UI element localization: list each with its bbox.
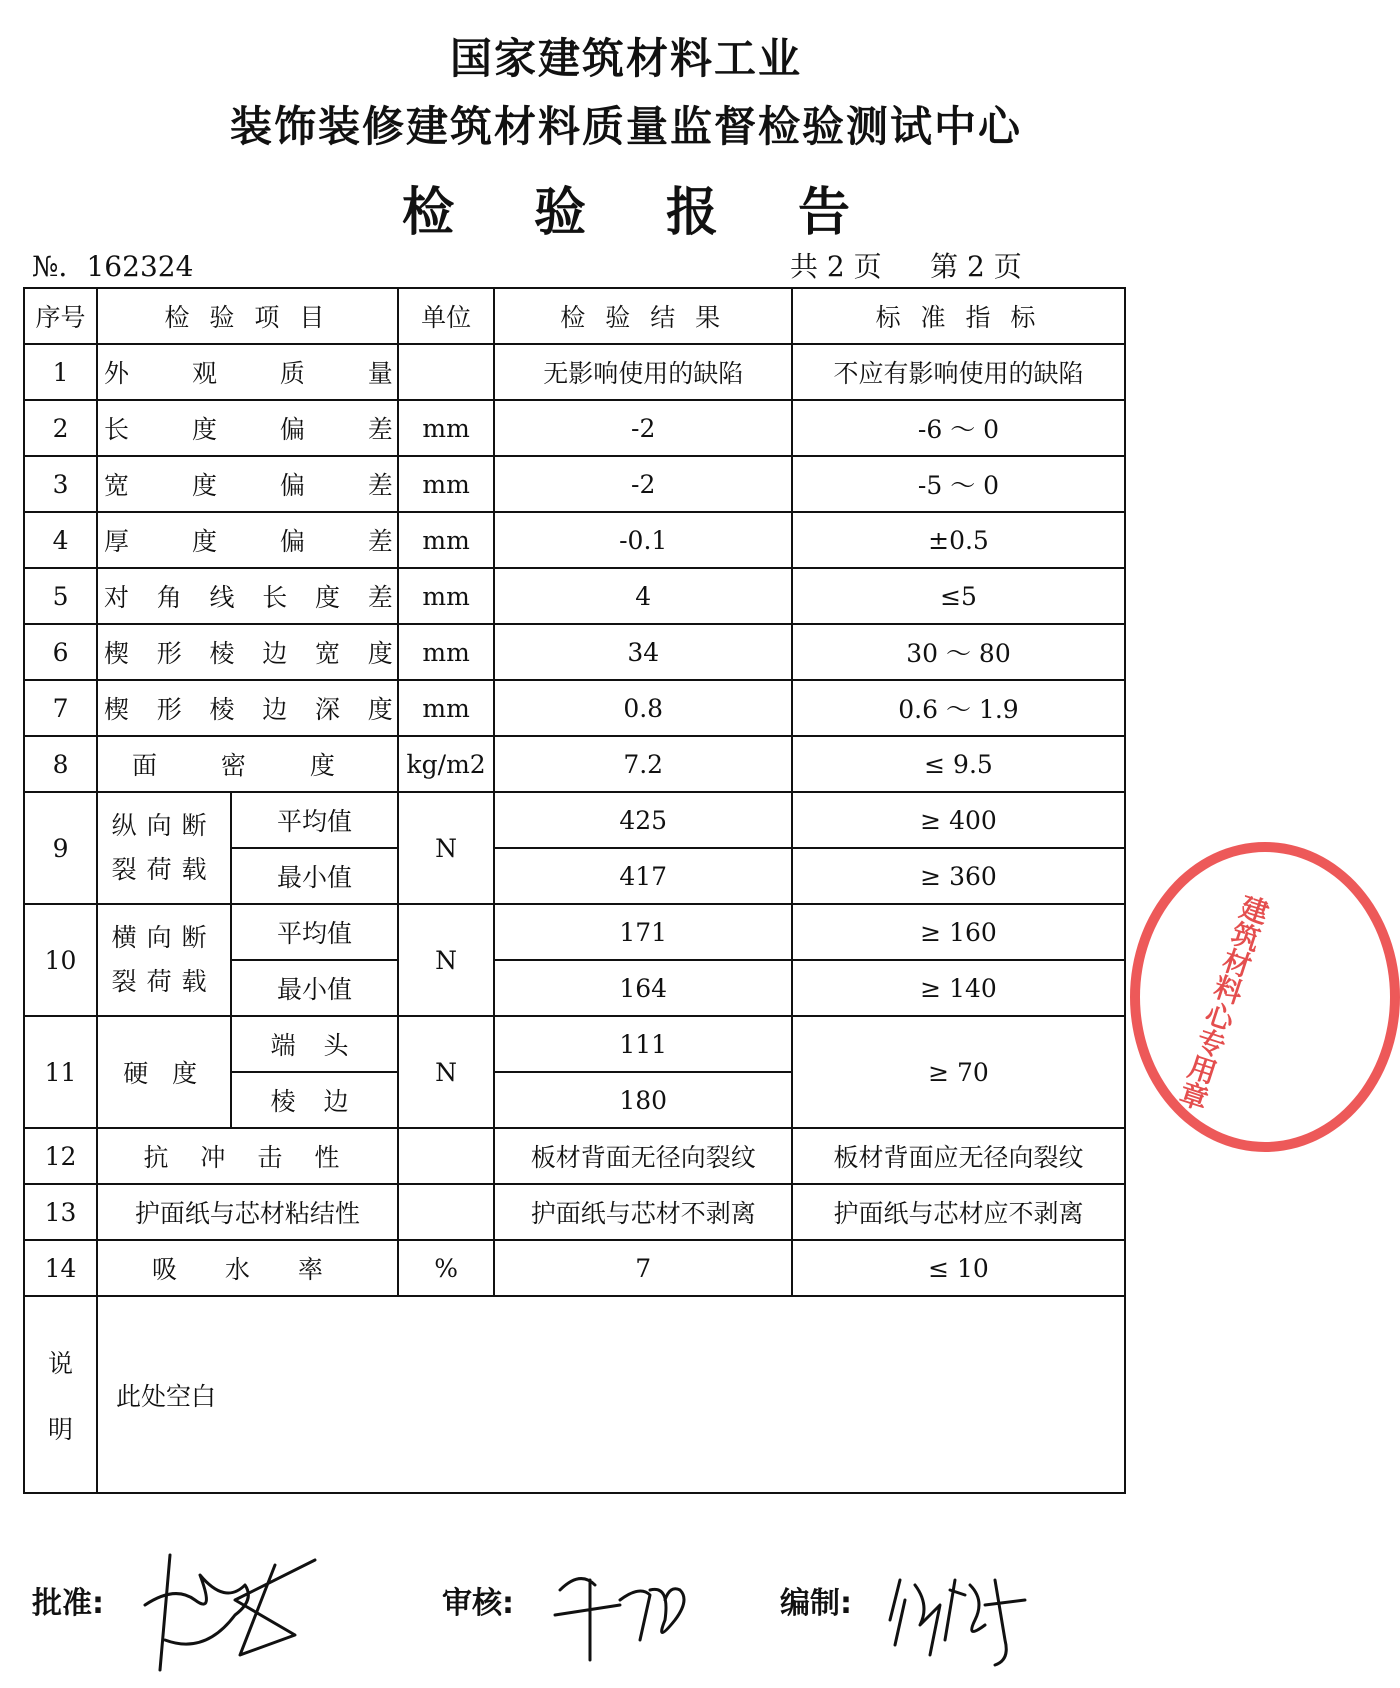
table-row [24, 1128, 1125, 1184]
row-standard: ≥ 160 [792, 904, 1125, 960]
row-item [97, 792, 231, 904]
table-row [24, 624, 1125, 680]
note-text: 此处空白 [97, 1296, 1125, 1493]
table-row [24, 1184, 1125, 1240]
row-no: 2 [24, 400, 97, 456]
row-standard: ≤ 9.5 [792, 736, 1125, 792]
row-item: 硬 度 [97, 1016, 231, 1128]
row-no: 8 [24, 736, 97, 792]
table-row [24, 344, 1125, 400]
table-header-row [24, 288, 1125, 344]
row-result: 7 [494, 1240, 792, 1296]
row-unit: mm [398, 400, 495, 456]
row-no: 3 [24, 456, 97, 512]
table-row [24, 1240, 1125, 1296]
row-result: 111 [494, 1016, 792, 1072]
row-item: 宽度偏差 [97, 456, 398, 512]
row-no: 4 [24, 512, 97, 568]
row-unit: N [398, 904, 495, 1016]
row-result: 425 [494, 792, 792, 848]
row-no: 9 [24, 792, 97, 904]
row-unit: % [398, 1240, 495, 1296]
row-standard: -5 ～ 0 [792, 456, 1125, 512]
note-label-1: 说 [48, 1348, 74, 1378]
inspection-table [23, 287, 1126, 1494]
approve-label: 批准: [32, 1586, 104, 1621]
table-row [24, 456, 1125, 512]
row-subitem: 最小值 [231, 848, 397, 904]
row-subitem: 棱 边 [231, 1072, 397, 1128]
row-item-line: 横向断 [111, 923, 217, 952]
row-item: 外观质量 [97, 344, 398, 400]
table-row [24, 1016, 1125, 1072]
row-standard: 30 ～ 80 [792, 624, 1125, 680]
row-subitem: 最小值 [231, 960, 397, 1016]
table-row [24, 568, 1125, 624]
row-unit: mm [398, 456, 495, 512]
row-subitem: 平均值 [231, 792, 397, 848]
row-standard: ≥ 360 [792, 848, 1125, 904]
row-item: 护面纸与芯材粘结性 [97, 1184, 398, 1240]
approve-signature [125, 1545, 320, 1675]
row-unit [398, 1184, 495, 1240]
row-standard: 板材背面应无径向裂纹 [792, 1128, 1125, 1184]
note-row [24, 1296, 1125, 1493]
row-item: 长度偏差 [97, 400, 398, 456]
page-indicator [790, 245, 1026, 285]
row-standard: ≥ 70 [792, 1016, 1125, 1128]
header-no: 序号 [24, 288, 97, 344]
row-result: 0.8 [494, 680, 792, 736]
row-result: 180 [494, 1072, 792, 1128]
row-no: 1 [24, 344, 97, 400]
row-result: -2 [494, 456, 792, 512]
table-row [24, 736, 1125, 792]
row-unit [398, 344, 495, 400]
row-result: 无影响使用的缺陷 [494, 344, 792, 400]
report-serial: №．162324 [32, 250, 194, 283]
row-standard: ≥ 140 [792, 960, 1125, 1016]
row-standard: ≤ 10 [792, 1240, 1125, 1296]
row-standard: ±0.5 [792, 512, 1125, 568]
row-unit [398, 1128, 495, 1184]
compile-signature [885, 1560, 1035, 1670]
header-item: 检 验 项 目 [97, 288, 398, 344]
compile-label: 编制: [780, 1586, 852, 1621]
row-standard: 0.6 ～ 1.9 [792, 680, 1125, 736]
row-item-line: 裂荷载 [111, 855, 217, 884]
row-no: 12 [24, 1128, 97, 1184]
row-item-line: 裂荷载 [111, 967, 217, 996]
row-result: 164 [494, 960, 792, 1016]
row-item [97, 904, 231, 1016]
row-no: 10 [24, 904, 97, 1016]
row-standard: ≤5 [792, 568, 1125, 624]
row-unit: N [398, 1016, 495, 1128]
row-result: 7.2 [494, 736, 792, 792]
table-row [24, 512, 1125, 568]
row-standard: 护面纸与芯材应不剥离 [792, 1184, 1125, 1240]
row-unit: mm [398, 568, 495, 624]
row-item: 面 密 度 [97, 736, 398, 792]
row-no: 13 [24, 1184, 97, 1240]
row-no: 6 [24, 624, 97, 680]
note-label-2: 明 [48, 1414, 74, 1444]
row-result: 4 [494, 568, 792, 624]
row-item: 楔形棱边宽度 [97, 624, 398, 680]
review-signature [550, 1560, 700, 1670]
org-line-2: 装饰装修建筑材料质量监督检验测试中心 [229, 102, 1022, 151]
row-item: 抗 冲 击 性 [97, 1128, 398, 1184]
row-result: -2 [494, 400, 792, 456]
row-standard: ≥ 400 [792, 792, 1125, 848]
header-unit: 单位 [398, 288, 495, 344]
review-label: 审核: [442, 1586, 514, 1621]
table-row [24, 792, 1125, 848]
table-row [24, 400, 1125, 456]
row-result: 护面纸与芯材不剥离 [494, 1184, 792, 1240]
row-item: 对角线长度差 [97, 568, 398, 624]
row-no: 5 [24, 568, 97, 624]
row-no: 7 [24, 680, 97, 736]
table-row [24, 680, 1125, 736]
row-subitem: 端 头 [231, 1016, 397, 1072]
header-result: 检 验 结 果 [494, 288, 792, 344]
report-title: 检验报告 [401, 182, 930, 243]
row-standard: -6 ～ 0 [792, 400, 1125, 456]
row-item-line: 纵向断 [111, 811, 217, 840]
note-label [24, 1296, 97, 1493]
table-row [24, 904, 1125, 960]
header-standard: 标 准 指 标 [792, 288, 1125, 344]
row-unit: kg/m2 [398, 736, 495, 792]
row-result: 34 [494, 624, 792, 680]
row-unit: mm [398, 680, 495, 736]
row-result: 板材背面无径向裂纹 [494, 1128, 792, 1184]
row-item: 吸 水 率 [97, 1240, 398, 1296]
row-no: 11 [24, 1016, 97, 1128]
row-item: 厚度偏差 [97, 512, 398, 568]
row-result: 171 [494, 904, 792, 960]
current-page: 第 2 页 [930, 250, 1022, 283]
row-result: 417 [494, 848, 792, 904]
row-standard: 不应有影响使用的缺陷 [792, 344, 1125, 400]
stamp-text: 建筑材料心专用章 [1172, 890, 1274, 1114]
row-result: -0.1 [494, 512, 792, 568]
row-item: 楔形棱边深度 [97, 680, 398, 736]
row-subitem: 平均值 [231, 904, 397, 960]
row-no: 14 [24, 1240, 97, 1296]
row-unit: N [398, 792, 495, 904]
total-pages: 共 2 页 [790, 250, 882, 283]
row-unit: mm [398, 512, 495, 568]
org-line-1: 国家建筑材料工业 [449, 34, 802, 83]
row-unit: mm [398, 624, 495, 680]
